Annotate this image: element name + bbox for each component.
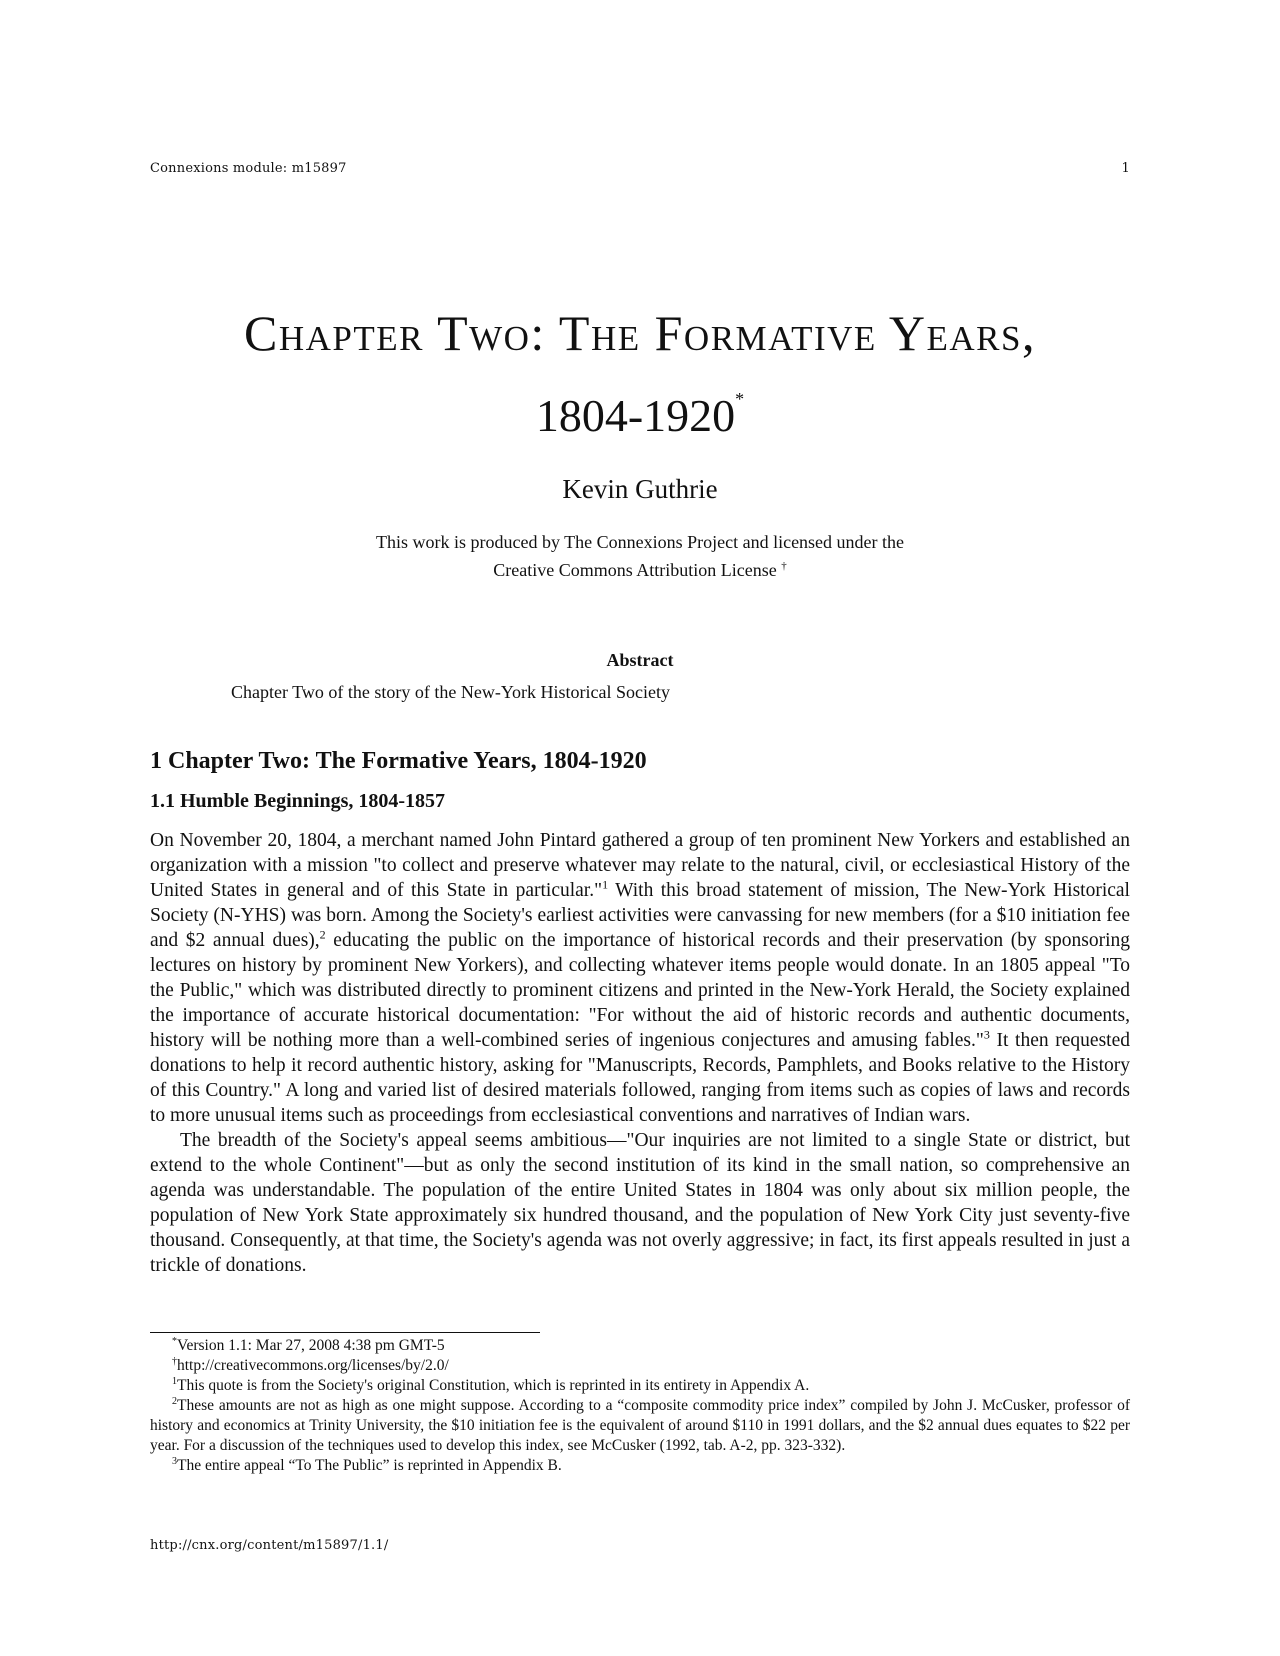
footnote-mark: 3 <box>172 1455 177 1467</box>
title-line-2 <box>150 366 1130 449</box>
footnote-text: This quote is from the Society's original Constitution, which is reprinted in its entirety in Appendix A. <box>177 1377 810 1394</box>
footnote-text: Version 1.1: Mar 27, 2008 4:38 pm GMT-5 <box>177 1337 445 1354</box>
running-header <box>150 161 1130 176</box>
license-footnote-mark: † <box>781 560 787 572</box>
footnote-text: http://creativecommons.org/licenses/by/2.0/ <box>177 1357 449 1374</box>
page-number: 1 <box>1121 161 1130 176</box>
license-line-2 <box>150 554 1130 582</box>
footnote-3 <box>150 1456 1130 1476</box>
footnote-2 <box>150 1396 1130 1456</box>
paragraph-1-part-c: educating the public on the importance of historical records and their preservation (by sponsoring lectures on history by prominent New Yorkers), and collecting whatever items people would donate. In an 1805 appeal "To the Public," which was distributed directly to prominent citizens and printed in the New-York Herald, the Society explained the importance of accurate historical documentation: "For without the aid of historic records and authentic documents, history will be nothing more than a well-combined series of ingenious conjectures and amusing fables." <box>150 930 1130 1051</box>
document-title <box>150 300 1130 449</box>
paragraph-2: The breadth of the Society's appeal seems ambitious—"Our inquiries are not limited to a single State or district, but extend to the whole Continent"—but as only the second institution of its kind in the small nation, so comprehensive an agenda was understandable. The population of the entire United States in 1804 was only about six million people, the population of New York State approximately six hundred thousand, and the population of New York City just seventy-five thousand. Consequently, at that time, the Society's agenda was not overly aggressive; in fact, its first appeals resulted in just a trickle of donations. <box>150 1130 1130 1276</box>
title-footnote-mark: * <box>735 389 745 409</box>
paragraph-1 <box>150 828 1130 1128</box>
footnote-ref-1: 1 <box>602 877 609 892</box>
footnote-text: These amounts are not as high as one might suppose. According to a “composite commodity price index” compiled by John J. McCusker, professor of history and economics at Trinity University, the $10 initiation fee is the equivalent of around $110 in 1991 dollars, and the $2 annual dues equates to $22 per year. For a discussion of the techniques used to develop this index, see McCusker (1992, tab. A-2, pp. 323-332). <box>150 1397 1130 1454</box>
footnote-mark: * <box>172 1335 177 1347</box>
footnote-divider <box>150 1332 540 1333</box>
paragraph-1-part-d: It then requested donations to help it record authentic history, asking for "Manuscripts, Records, Pamphlets, and Books relative to the History of this Country." A long and varied list of desired materials followed, ranging from items such as copies of laws and records to more unusual items such as proceedings from ecclesiastical conventions and narratives of Indian wars. <box>150 1030 1130 1126</box>
title-years: 1804-1920 <box>535 390 736 441</box>
title-line-1: Chapter Two: The Formative Years, <box>244 305 1036 361</box>
footnotes <box>150 1336 1130 1476</box>
license-line-1: This work is produced by The Connexions Project and licensed under the <box>375 532 905 552</box>
paragraph-1-part-a: On November 20, 1804, a merchant named John Pintard gathered a group of ten prominent New Yorkers and established an organization with a mission "to collect and preserve whatever may relate to the natural, civil, or ecclesiastical History of the United States in general and of this State in particular." <box>150 830 1130 901</box>
footer-url: http://cnx.org/content/m15897/1.1/ <box>150 1538 389 1553</box>
license-name: Creative Commons Attribution License <box>493 560 777 580</box>
footnote-text: The entire appeal “To The Public” is reprinted in Appendix B. <box>177 1457 562 1474</box>
footnote-mark: † <box>172 1355 177 1367</box>
footnote-ref-3: 3 <box>983 1027 990 1042</box>
footnote-mark: 2 <box>172 1395 177 1407</box>
footnote-ref-2: 2 <box>319 927 326 942</box>
author-name: Kevin Guthrie <box>562 474 718 504</box>
module-id: Connexions module: m15897 <box>150 161 347 176</box>
footnote-mark: 1 <box>172 1375 177 1387</box>
subsection-heading: 1.1 Humble Beginnings, 1804-1857 <box>150 790 446 812</box>
footnote-version <box>150 1336 1130 1356</box>
section-heading: 1 Chapter Two: The Formative Years, 1804-1920 <box>150 748 647 774</box>
abstract-text: Chapter Two of the story of the New-York Historical Society <box>231 682 671 702</box>
body-text <box>150 828 1130 1278</box>
paragraph-1-part-b: With this broad statement of mission, The New-York Historical Society (N-YHS) was born. Among the Society's earliest activities were canvassing for new members (for a $10 initiation fee and $2 annual dues), <box>150 880 1130 951</box>
footnote-license-url <box>150 1356 1130 1376</box>
license-notice <box>150 530 1130 582</box>
footnote-1 <box>150 1376 1130 1396</box>
abstract-heading: Abstract <box>606 650 674 670</box>
